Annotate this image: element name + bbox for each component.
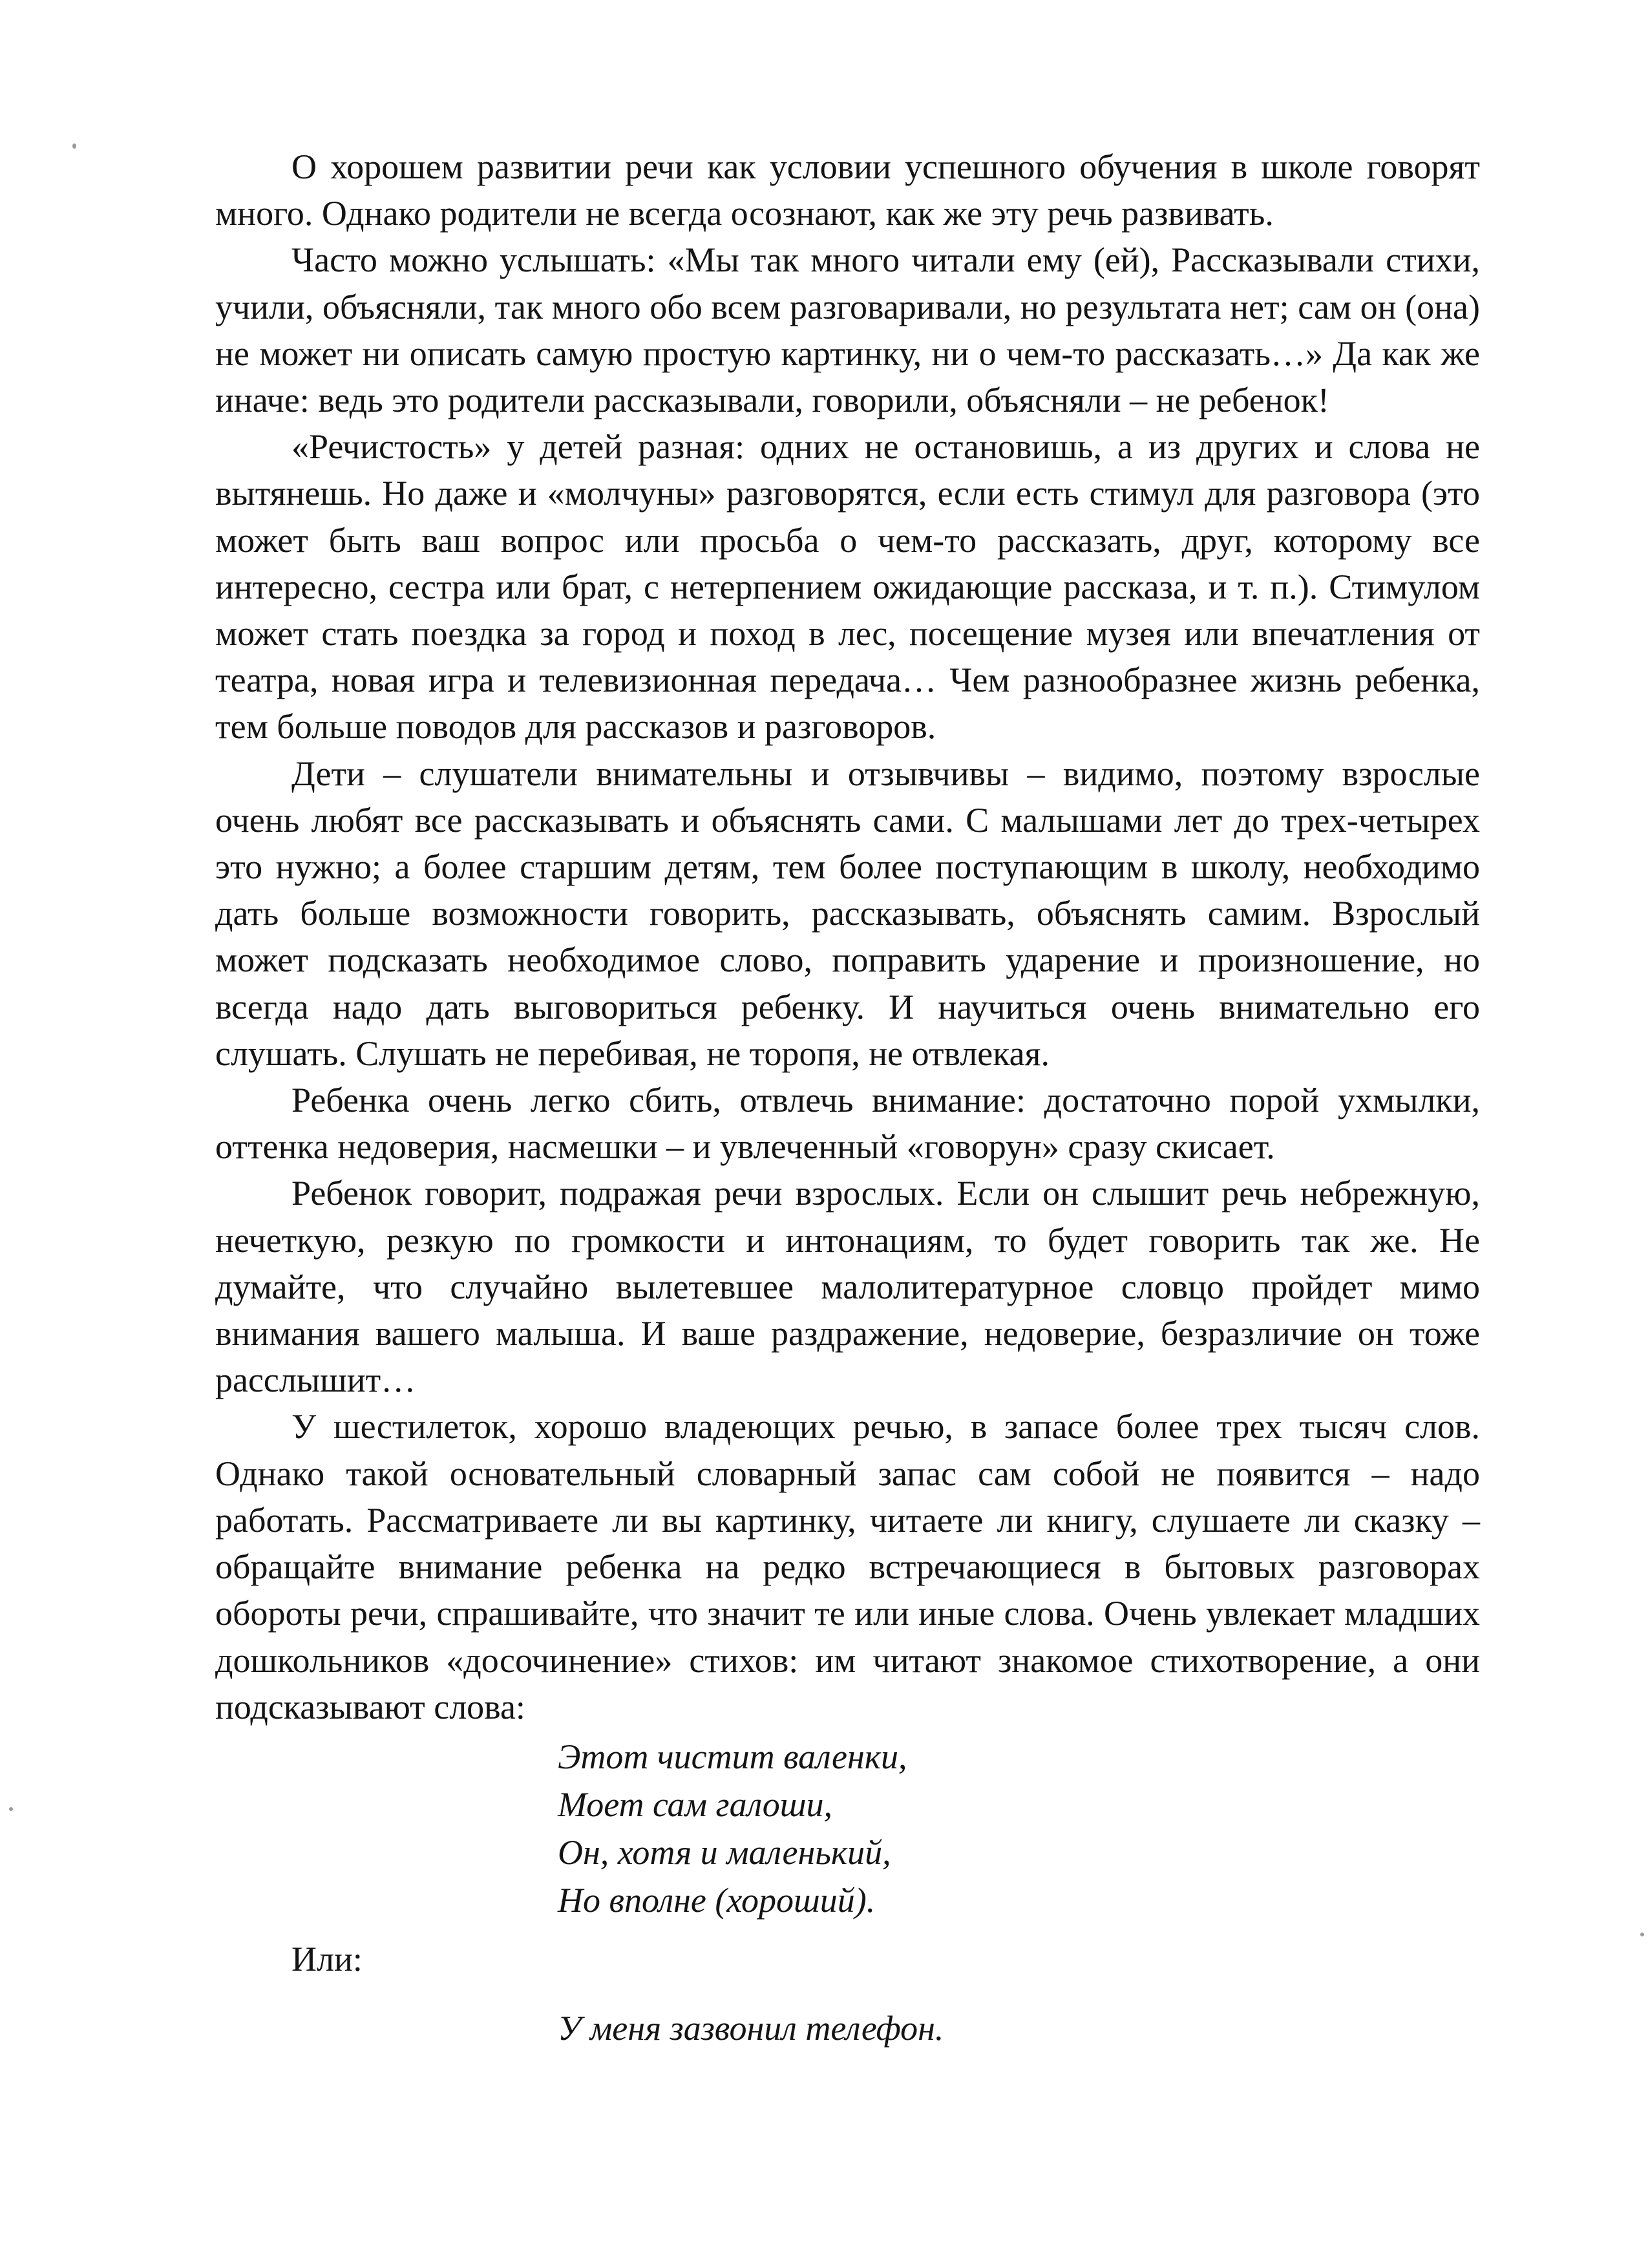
- poem-excerpt: [215, 2004, 1480, 2052]
- paragraph: У шестилеток, хорошо владеющих речью, в запасе более трех тысяч слов. Однако такой основательный словарный запас сам собой не появится – надо работать. Рассматриваете ли вы картинку, читаете ли книгу, слушаете ли сказку – обращайте внимание ребенка на редко встречающиеся в бытовых разговорах обороты речи, спрашивайте, что значит те или иные слова. Очень увлекает младших дошкольников «досочинение» стихов: им читают знакомое стихотворение, а они подсказывают слова:: [215, 1407, 1480, 1726]
- poem-line: Но вполне (хороший).: [558, 1880, 876, 1920]
- poem-line: Моет сам галоши,: [558, 1785, 833, 1824]
- paragraph: Часто можно услышать: «Мы так много читали ему (ей), Рассказывали стихи, учили, объясняли, так много обо всем разговаривали, но результата нет; сам он (она) не может ни описать самую простую картинку, ни о чем-то рассказать…» Да как же иначе: ведь это родители рассказывали, говорили, объясняли – не ребенок!: [215, 240, 1480, 420]
- paragraph: О хорошем развитии речи как условии успешного обучения в школе говорят много. Однако родители не всегда осознают, как же эту речь развивать.: [215, 147, 1480, 233]
- scan-speck: [9, 1807, 13, 1811]
- paragraph: Дети – слушатели внимательны и отзывчивы – видимо, поэтому взрослые очень любят все рассказывать и объяснять сами. С малышами лет до трех-четырех это нужно; а более старшим детям, тем более поступающим в школу, необходимо дать больше возможности говорить, рассказывать, объяснять самим. Взрослый может подсказать необходимое слово, поправить ударение и произношение, но всегда надо дать выговориться ребенку. И научиться очень внимательно его слушать. Слушать не перебивая, не торопя, не отвлекая.: [215, 754, 1480, 1073]
- poem-line: У меня зазвонил телефон.: [558, 2009, 944, 2048]
- paragraph: «Речистость» у детей разная: одних не остановишь, а из других и слова не вытянешь. Но даже и «молчуны» разговорятся, если есть стимул для разговора (это может быть ваш вопрос или просьба о чем-то рассказать, друг, которому все интересно, сестра или брат, с нетерпением ожидающие рассказа, и т. п.). Стимулом может стать поездка за город и поход в лес, посещение музея или впечатления от театра, новая игра и телевизионная передача… Чем разнообразнее жизнь ребенка, тем больше поводов для рассказов и разговоров.: [215, 427, 1480, 747]
- document-body: [215, 143, 1480, 2052]
- poem-line: Этот чистит валенки,: [558, 1737, 907, 1776]
- connector-text: Или:: [291, 1939, 363, 1978]
- scan-speck: [72, 143, 76, 149]
- scan-speck: [1640, 1933, 1644, 1936]
- paragraph: Ребенок говорит, подражая речи взрослых. Если он слышит речь небрежную, нечеткую, резкую по громкости и интонациям, то будет говорить так же. Не думайте, что случайно вылетевшее малолитературное словцо пройдет мимо внимания вашего малыша. И ваше раздражение, недоверие, безразличие он тоже расслышит…: [215, 1174, 1480, 1400]
- poem-line: Он, хотя и маленький,: [558, 1832, 891, 1872]
- poem-excerpt: [215, 1733, 1480, 1924]
- paragraph: Ребенка очень легко сбить, отвлечь внимание: достаточно порой ухмылки, оттенка недоверия, насмешки – и увлеченный «говорун» сразу скисает.: [215, 1081, 1480, 1167]
